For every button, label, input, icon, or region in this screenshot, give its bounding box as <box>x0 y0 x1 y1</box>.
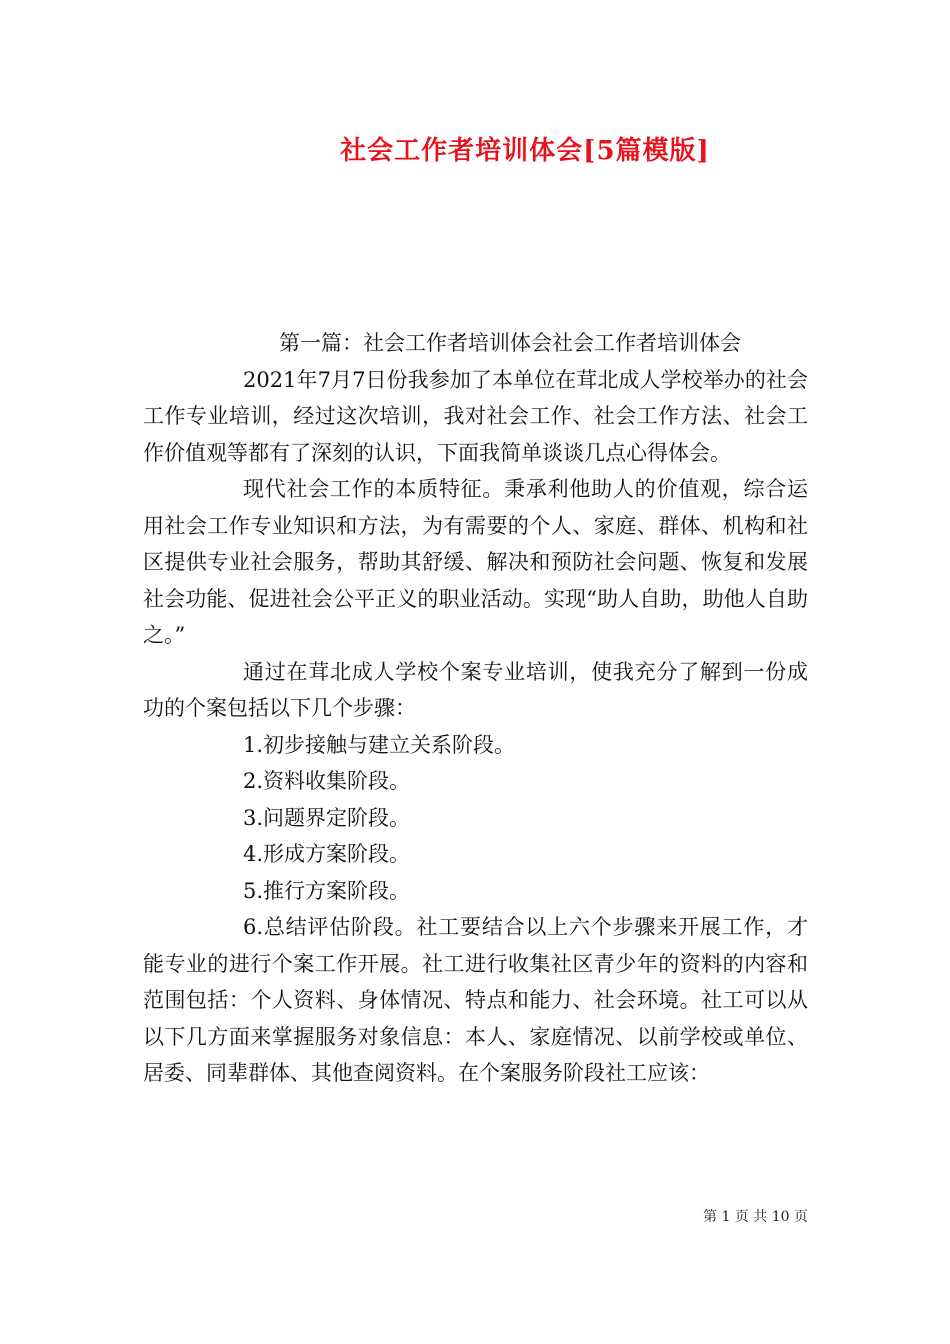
step-item-1: 1.初步接触与建立关系阶段。 <box>243 732 516 757</box>
document-body <box>143 325 808 1092</box>
paragraph-3: 通过在茸北成人学校个案专业培训，使我充分了解到一份成功的个案包括以下几个步骤： <box>143 659 808 720</box>
document-title: 社会工作者培训体会[5篇模版] <box>340 136 710 166</box>
paragraph-1: 2021年7月7日份我参加了本单位在茸北成人学校举办的社会工作专业培训，经过这次培训，我对社会工作、社会工作方法、社会工作价值观等都有了深刻的认识，下面我简单谈谈几点心得体会。 <box>143 367 808 465</box>
paragraph-final: 6.总结评估阶段。社工要结合以上六个步骤来开展工作，才能专业的进行个案工作开展。社工进行收集社区青少年的资料的内容和范围包括：个人资料、身体情况、特点和能力、社会环境。社工可以从以下几方面来掌握服务对象信息：本人、家庭情况、以前学校或单位、居委、同辈群体、其他查阅资料。在个案服务阶段社工应该： <box>143 915 808 1085</box>
page-footer: 第 1 页 共 10 页 <box>703 1209 808 1225</box>
section-heading: 第一篇：社会工作者培训体会社会工作者培训体会 <box>279 331 741 355</box>
step-item-5: 5.推行方案阶段。 <box>243 878 411 903</box>
step-item-2: 2.资料收集阶段。 <box>243 769 411 793</box>
paragraph-2: 现代社会工作的本质特征。秉承利他助人的价值观，综合运用社会工作专业知识和方法，为有需要的个人、家庭、群体、机构和社区提供专业社会服务，帮助其舒缓、解决和预防社会问题、恢复和发展社会功能、促进社会公平正义的职业活动。实现“助人自助，助他人自助之。” <box>143 477 808 647</box>
step-item-3: 3.问题界定阶段。 <box>243 805 411 830</box>
step-item-4: 4.形成方案阶段。 <box>243 842 411 866</box>
